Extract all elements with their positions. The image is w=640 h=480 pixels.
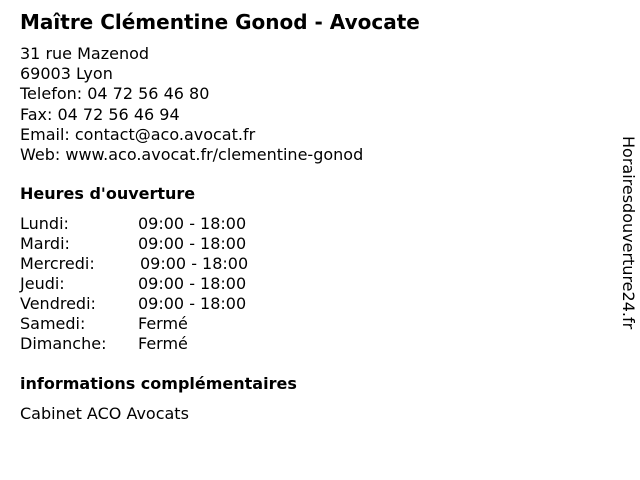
phone-line: Telefon: 04 72 56 46 80: [20, 84, 210, 104]
day-hours: 09:00 - 18:00: [138, 214, 247, 233]
email-line: Email: contact@aco.avocat.fr: [20, 124, 256, 144]
contact-block: [20, 44, 363, 165]
brand-watermark: Horairesdouverture24.fr: [619, 136, 638, 330]
day-label: Mardi:: [20, 234, 70, 253]
info-heading: informations complémentaires: [20, 374, 297, 393]
day-hours: Fermé: [138, 314, 188, 333]
day-hours: 09:00 - 18:00: [138, 234, 247, 253]
day-label: Samedi:: [20, 314, 86, 333]
hours-heading: Heures d'ouverture: [20, 184, 196, 203]
fax-line: Fax: 04 72 56 46 94: [20, 104, 180, 124]
day-hours: Fermé: [138, 334, 188, 353]
address-city: 69003 Lyon: [20, 64, 113, 84]
day-hours: 09:00 - 18:00: [140, 254, 249, 273]
address-street: 31 rue Mazenod: [20, 44, 150, 63]
day-label: Vendredi:: [20, 294, 96, 313]
page-title: Maître Clémentine Gonod - Avocate: [20, 10, 420, 34]
day-hours: 09:00 - 18:00: [138, 274, 247, 293]
day-label: Jeudi:: [20, 274, 65, 293]
day-label: Lundi:: [20, 214, 69, 233]
day-label: Dimanche:: [20, 334, 107, 353]
day-label: Mercredi:: [20, 254, 95, 273]
day-hours: 09:00 - 18:00: [138, 294, 247, 313]
info-text: Cabinet ACO Avocats: [20, 404, 189, 423]
web-line: Web: www.aco.avocat.fr/clementine-gonod: [20, 144, 364, 164]
